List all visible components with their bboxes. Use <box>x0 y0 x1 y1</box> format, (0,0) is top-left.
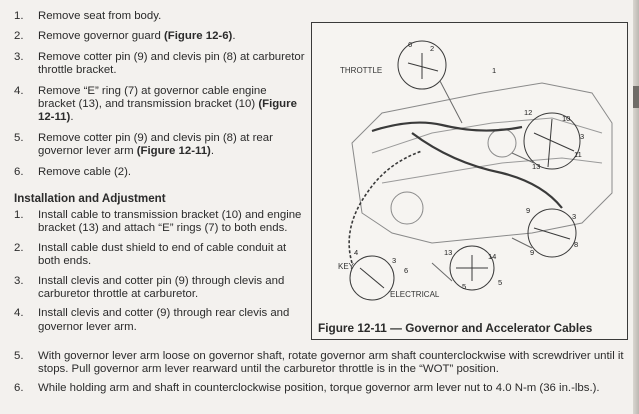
removal-step: 5. Remove cotter pin (9) and clevis pin (8) at rear governor lever arm (Figure 12-11). <box>14 131 273 158</box>
figure-ref: (Figure 12-6) <box>164 30 233 43</box>
binder-tab <box>633 86 639 108</box>
callout: 9 <box>530 248 535 257</box>
callout: 13 <box>444 248 453 257</box>
callout: 6 <box>408 40 413 49</box>
figure-12-11 <box>311 22 628 340</box>
callout: 5 <box>462 282 467 291</box>
install-steps <box>14 209 306 340</box>
figure-ref: (Figure 12-11) <box>38 98 297 124</box>
label-throttle: THROTTLE <box>340 66 383 75</box>
install-step: 6. While holding arm and shaft in counterclockwise position, torque governor arm lever nut to 4.0 N-m (36 in.-lbs.). <box>14 381 600 394</box>
governor-cable <box>372 123 522 131</box>
removal-step: 6. Remove cable (2). <box>14 165 132 178</box>
governor-cable-diagram <box>312 23 626 317</box>
callout: 4 <box>354 248 359 257</box>
accelerator-cable-lower <box>349 151 422 263</box>
final-steps <box>14 350 636 400</box>
install-step: 1. Install cable to transmission bracket (10) and engine bracket (13) and attach “E” rings (7) to both ends. <box>14 209 302 235</box>
install-step: 4. Install clevis and cotter (9) through rear clevis and governor lever arm. <box>14 307 290 333</box>
removal-step: 4. Remove “E” ring (7) at governor cable engine bracket (13), and transmission bracket (10) (Figure 12-11). <box>14 84 297 124</box>
callout: 8 <box>574 240 579 249</box>
engine-pulley <box>488 129 516 157</box>
section-title: Installation and Adjustment <box>14 192 166 205</box>
label-electrical: ELECTRICAL <box>390 290 440 299</box>
callout: 3 <box>580 132 585 141</box>
label-key: KEY <box>338 262 355 271</box>
removal-step: 2. Remove governor guard (Figure 12-6). <box>14 30 236 43</box>
callout: 5 <box>498 278 503 287</box>
callout: 13 <box>532 162 541 171</box>
removal-step: 1. Remove seat from body. <box>14 10 162 22</box>
install-step: 5. With governor lever arm loose on governor shaft, rotate governor arm shaft counterclockwise with screwdriver until it stops. Pull governor arm lever rearward until the carburetor throttle is in the “WOT” position. <box>14 350 624 376</box>
callout: 6 <box>404 266 409 275</box>
callout: 3 <box>392 256 397 265</box>
callout: 1 <box>492 66 497 75</box>
callout: 14 <box>488 252 497 261</box>
figure-ref: (Figure 12-11) <box>136 145 211 158</box>
callout: 12 <box>524 108 533 117</box>
callout: 2 <box>430 44 435 53</box>
callout: 3 <box>572 212 577 221</box>
callout: 9 <box>526 206 531 215</box>
figure-caption: Figure 12-11 — Governor and Accelerator Cables <box>318 321 593 335</box>
engine-pulley <box>391 192 423 224</box>
callout: 10 <box>562 114 571 123</box>
removal-step: 3. Remove cotter pin (9) and clevis pin (8) at carburetor throttle bracket. <box>14 50 305 77</box>
removal-steps <box>14 10 306 186</box>
install-step: 3. Install clevis and cotter pin (9) through clevis and carburetor throttle at carburetor. <box>14 274 285 301</box>
install-step: 2. Install cable dust shield to end of cable conduit at both ends. <box>14 241 287 268</box>
callout: 11 <box>574 150 582 159</box>
